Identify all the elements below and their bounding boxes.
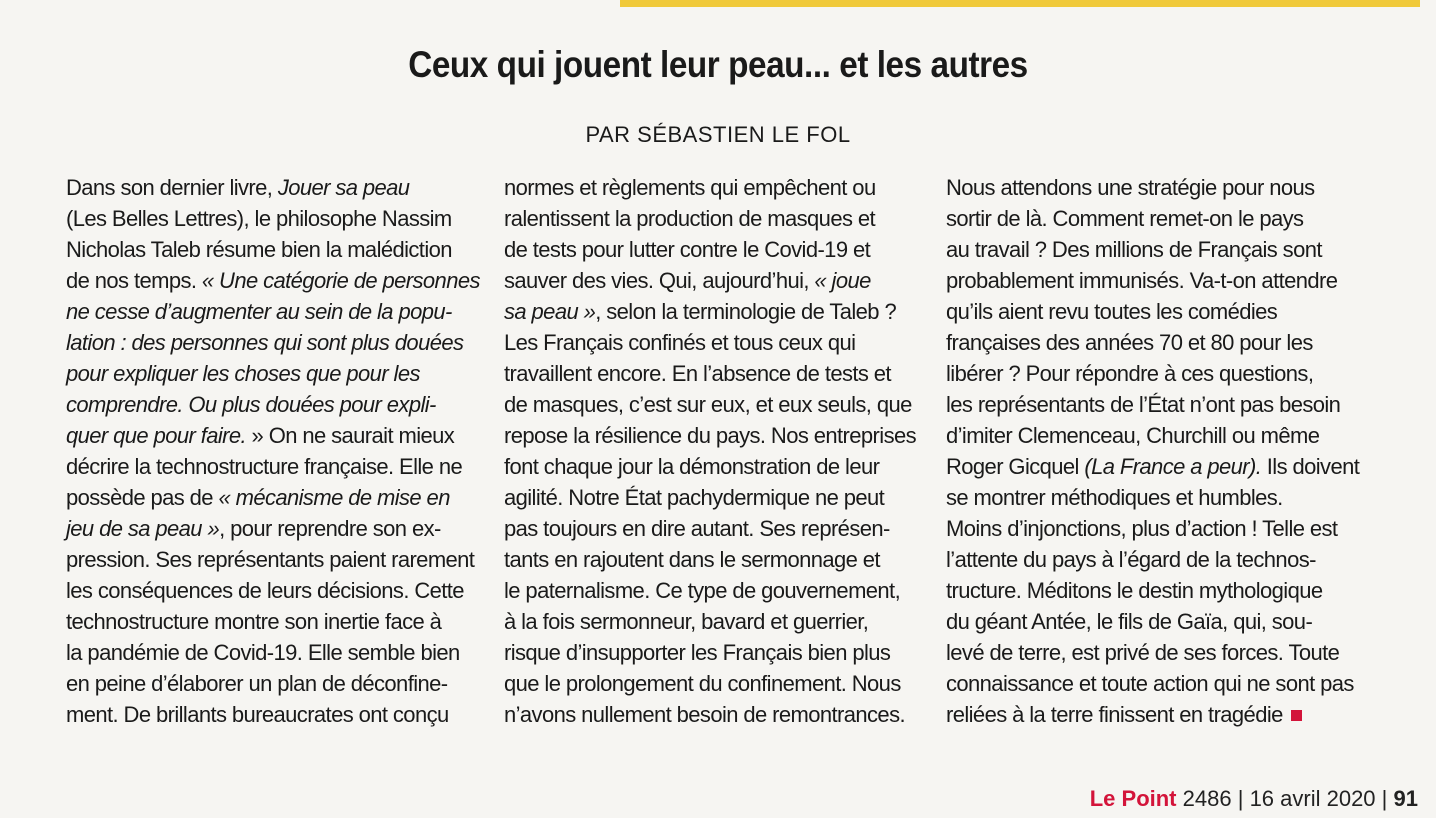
article-line: sauver des vies. Qui, aujourd’hui, « joue xyxy=(504,268,871,293)
page-footer xyxy=(1090,786,1418,812)
article-line: Dans son dernier livre, Jouer sa peau xyxy=(66,175,410,200)
article-line: du géant Antée, le fils de Gaïa, qui, sou- xyxy=(946,609,1313,634)
article-line: agilité. Notre État pachydermique ne peut xyxy=(504,485,885,510)
article-line: de tests pour lutter contre le Covid-19 et xyxy=(504,237,871,262)
article-line: de masques, c’est sur eux, et eux seuls, que xyxy=(504,392,912,417)
article-byline: PAR SÉBASTIEN LE FOL xyxy=(585,122,851,147)
article-line: ment. De brillants bureaucrates ont conçu xyxy=(66,702,449,727)
article-line: pour expliquer les choses que pour les xyxy=(66,361,420,386)
article-line: levé de terre, est privé de ses forces. Toute xyxy=(946,640,1340,665)
article-line: Les Français confinés et tous ceux qui xyxy=(504,330,856,355)
footer-separator: | xyxy=(1381,786,1388,811)
article-line: connaissance et toute action qui ne sont pas xyxy=(946,671,1354,696)
footer-date: 16 avril 2020 xyxy=(1249,786,1376,811)
article-line: l’attente du pays à l’égard de la technos- xyxy=(946,547,1316,572)
article-headline: Ceux qui jouent leur peau... et les autres xyxy=(408,44,1028,85)
article-line: à la fois sermonneur, bavard et guerrier, xyxy=(504,609,869,634)
article-line: probablement immunisés. Va-t-on attendre xyxy=(946,268,1338,293)
end-of-article-mark xyxy=(1291,710,1302,721)
article-line: quer que pour faire. » On ne saurait mieux xyxy=(66,423,455,448)
article-line: n’avons nullement besoin de remontrances. xyxy=(504,702,905,727)
article-line: pression. Ses représentants paient rarement xyxy=(66,547,475,572)
article-line: (Les Belles Lettres), le philosophe Nassim xyxy=(66,206,452,231)
footer-separator: | xyxy=(1237,786,1244,811)
article-line: pas toujours en dire autant. Ses représen- xyxy=(504,516,890,541)
article-line: les représentants de l’État n’ont pas besoin xyxy=(946,392,1341,417)
article-line: technostructure montre son inertie face à xyxy=(66,609,442,634)
article-line: qu’ils aient revu toutes les comédies xyxy=(946,299,1278,324)
article-line: se montrer méthodiques et humbles. xyxy=(946,485,1283,510)
article-line: font chaque jour la démonstration de leur xyxy=(504,454,880,479)
article-column-1 xyxy=(66,172,480,730)
article-line: d’imiter Clemenceau, Churchill ou même xyxy=(946,423,1320,448)
article-line: les conséquences de leurs décisions. Cette xyxy=(66,578,464,603)
article-line: ralentissent la production de masques et xyxy=(504,206,876,231)
article-line: libérer ? Pour répondre à ces questions, xyxy=(946,361,1314,386)
article-line: de nos temps. « Une catégorie de personnes xyxy=(66,268,480,293)
article-line: en peine d’élaborer un plan de déconfine- xyxy=(66,671,448,696)
article-line: Nicholas Taleb résume bien la malédiction xyxy=(66,237,452,262)
article-line: Moins d’injonctions, plus d’action ! Telle est xyxy=(946,516,1338,541)
article-line: sa peau », selon la terminologie de Taleb ? xyxy=(504,299,897,324)
article-line: au travail ? Des millions de Français sont xyxy=(946,237,1322,262)
article-line: tants en rajoutent dans le sermonnage et xyxy=(504,547,880,572)
top-color-strip xyxy=(620,0,1420,7)
article-line: normes et règlements qui empêchent ou xyxy=(504,175,876,200)
article-line: le paternalisme. Ce type de gouvernement, xyxy=(504,578,901,603)
article-line: risque d’insupporter les Français bien plus xyxy=(504,640,891,665)
article-line: ne cesse d’augmenter au sein de la popu- xyxy=(66,299,452,324)
article-line: la pandémie de Covid-19. Elle semble bien xyxy=(66,640,460,665)
article-line: lation : des personnes qui sont plus douées xyxy=(66,330,464,355)
article-line: travaillent encore. En l’absence de tests et xyxy=(504,361,891,386)
article-line: possède pas de « mécanisme de mise en xyxy=(66,485,450,510)
article-line: que le prolongement du confinement. Nous xyxy=(504,671,901,696)
article-line: reliées à la terre finissent en tragédie xyxy=(946,699,1356,730)
article-line: françaises des années 70 et 80 pour les xyxy=(946,330,1313,355)
article-line: Nous attendons une stratégie pour nous xyxy=(946,175,1315,200)
article-column-2 xyxy=(504,172,917,730)
article-line: sortir de là. Comment remet-on le pays xyxy=(946,206,1304,231)
footer-issue: 2486 xyxy=(1182,786,1232,811)
article-line: tructure. Méditons le destin mythologique xyxy=(946,578,1323,603)
article-line: comprendre. Ou plus douées pour expli- xyxy=(66,392,436,417)
footer-page-number: 91 xyxy=(1393,786,1418,811)
footer-brand: Le Point xyxy=(1089,786,1177,811)
article-line: repose la résilience du pays. Nos entreprises xyxy=(504,423,917,448)
article-column-3 xyxy=(946,172,1360,730)
article-line: décrire la technostructure française. Elle ne xyxy=(66,454,463,479)
article-line: jeu de sa peau », pour reprendre son ex- xyxy=(66,516,441,541)
article-line: Roger Gicquel (La France a peur). Ils doivent xyxy=(946,454,1360,479)
